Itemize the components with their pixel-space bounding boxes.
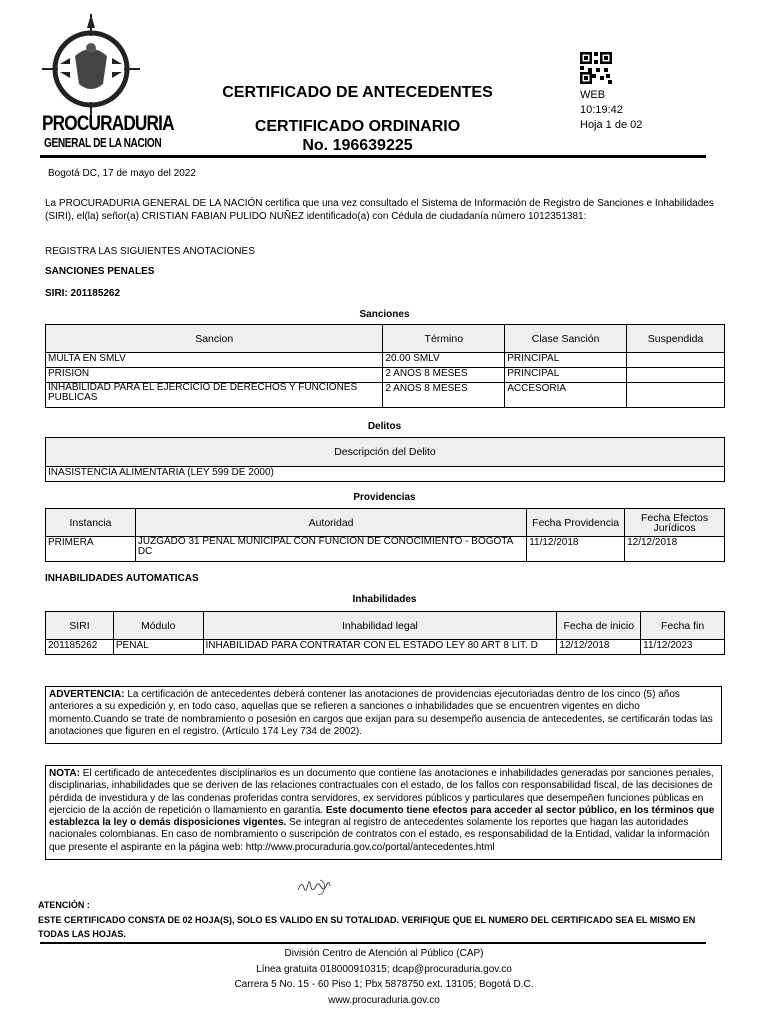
cell-termino: 20.00 SMLV [383,353,505,368]
delitos-table [45,437,725,482]
footer-phone-email: Línea gratuita 018000910315; dcap@procuraduria.gov.co [256,963,512,975]
table-row [46,368,725,383]
cell-suspendida [627,353,725,368]
col-termino: Término [383,325,505,353]
certificate-type: CERTIFICADO ORDINARIO [254,118,461,135]
cell-fecha-efectos: 12/12/2018 [625,537,725,562]
cell-suspendida [627,383,725,408]
nota-text-2: Se integran al registro de antecedentes solamente los reportes que hagan las autoridades nacionales colombianas. En caso de nombramiento o suscripción de contratos con el estado, es responsabilidad de la Entidad, validar la información que presente el aspirante en la página web: http://www.procuraduria.gov.co/portal/antecedentes.html [49,817,710,853]
cell-clase: PRINCIPAL [505,353,627,368]
col-inhabilidad-legal: Inhabilidad legal [203,612,557,640]
providencias-caption: Providencias [353,492,416,503]
table-row [46,353,725,368]
table-row [46,537,725,562]
advertencia-text: La certificación de antecedentes deberá contener las anotaciones de providencias ejecutoriadas dentro de los cinco (5) años anteriores a su expedición y, en todo caso, aquellas que se refieren a sanciones o inhabilidades que se encuentren vigentes en dicho momento.Cuando se trate de nombramiento o posesión en cargos que exijan para su desempeño ausencia de antecedentes, se certificarán todas las anotaciones que figuren en el registro. (Artículo 174 Ley 734 de 2002). [49,689,713,737]
registra-heading: REGISTRA LAS SIGUIENTES ANOTACIONES [45,246,255,257]
advertencia-label: ADVERTENCIA: [49,689,125,700]
cell-fecha-inicio: 12/12/2018 [557,640,641,655]
table-row [46,467,725,482]
siri-label: SIRI: 201185262 [45,288,121,299]
footer-office: División Centro de Atención al Público (CAP) [284,948,484,959]
atencion-text: ESTE CERTIFICADO CONSTA DE 02 HOJA(S), SOLO ES VALIDO EN SU TOTALIDAD. VERIFIQUE QUE EL NUMERO DEL CERTIFICADO SEA EL MISMO EN TODAS LAS HOJAS. [38,915,696,939]
col-siri: SIRI [46,612,114,640]
col-clase-sancion: Clase Sanción [505,325,627,353]
inhabilidades-automaticas-heading: INHABILIDADES AUTOMATICAS [45,573,199,584]
col-fecha-inicio: Fecha de inicio [557,612,641,640]
col-modulo: Módulo [113,612,203,640]
qr-code-icon [580,52,612,84]
cell-termino: 2 AÑOS 8 MESES [383,368,505,383]
col-fecha-providencia: Fecha Providencia [527,509,625,537]
sanciones-penales-heading: SANCIONES PENALES [45,266,155,277]
cell-suspendida [627,368,725,383]
cell-autoridad: JUZGADO 31 PENAL MUNICIPAL CON FUNCION DE CONOCIMIENTO - BOGOTA DC [135,537,526,562]
nota-box [45,765,722,860]
col-fecha-efectos: Fecha Efectos Jurídicos [625,509,725,537]
cell-instancia: PRIMERA [46,537,136,562]
signature-image [296,876,332,898]
meta-page: Hoja 1 de 02 [580,119,643,131]
delitos-caption: Delitos [367,421,402,432]
issue-date: Bogotá DC, 17 de mayo del 2022 [48,168,196,179]
cell-fecha-providencia: 11/12/2018 [527,537,625,562]
col-instancia: Instancia [46,509,136,537]
logo-subwordmark: GENERAL DE LA NACION [44,135,162,150]
cell-fecha-fin: 11/12/2023 [641,640,725,655]
sanciones-table [45,324,725,408]
table-row [46,640,725,655]
cell-clase: ACCESORIA [505,383,627,408]
certificate-subtitle [160,117,555,155]
col-suspendida: Suspendida [627,325,725,353]
nota-text-1: El certificado de antecedentes disciplinarios es un documento que contiene las anotaciones e inhabilidades generadas por sanciones penales, disciplinarias, inhabilidades que se deriven de las relaciones contractuales con el estado, de los fallos con responsabilidad fiscal, de las decisiones de pérdida de investidura y de las condenas proferidas contra servidores, ex servidores públicos y particulares que desempeñen funciones públicas en ejercicio de la acción de repetición o llamamiento en garantía. [49,768,714,816]
meta-channel: WEB [580,89,606,101]
certificate-number: No. 196639225 [302,137,413,154]
nota-label: NOTA: [49,768,80,779]
footer-website: www.procuraduria.gov.co [328,994,440,1006]
cell-sancion: MULTA EN SMLV [46,353,383,368]
inhabilidades-table [45,611,725,655]
footer-address: Carrera 5 No. 15 - 60 Piso 1; Pbx 5878750 ext. 13105; Bogotá D.C. [234,979,534,990]
header-divider [40,155,706,158]
col-autoridad: Autoridad [135,509,526,537]
col-sancion: Sancion [46,325,383,353]
advertencia-box [45,686,722,744]
meta-time: 10:19:42 [580,104,623,116]
footer-divider [40,942,706,944]
certificate-meta [580,88,642,133]
col-fecha-fin: Fecha fin [641,612,725,640]
cell-inhabilidad: INHABILIDAD PARA CONTRATAR CON EL ESTADO LEY 80 ART 8 LIT. D [203,640,557,655]
inhabilidades-caption: Inhabilidades [352,594,417,605]
footer [0,946,768,1008]
nota-bold-text: Este documento tiene efectos para acceder al sector público, en los términos que establezca la ley o demás disposiciones vigentes. [49,804,715,829]
certificate-title: CERTIFICADO DE ANTECEDENTES [222,84,493,101]
intro-paragraph: La PROCURADURIA GENERAL DE LA NACIÓN certifica que una vez consultado el Sistema de Información de Registro de Sanciones e Inhabilidades (SIRI), el(la) señor(a) CRISTIAN FABIAN PULIDO NUÑEZ identificado(a) con Cédula de ciudadanía número 1012351381: [45,198,714,222]
col-descripcion-delito: Descripción del Delito [46,438,725,467]
cell-modulo: PENAL [113,640,203,655]
atencion-label: ATENCIÓN : [38,900,90,910]
cell-sancion: PRISION [46,368,383,383]
logo-wordmark: PROCURADURIA [42,112,174,135]
sanciones-caption: Sanciones [359,309,410,320]
providencias-table [45,508,725,562]
cell-siri: 201185262 [46,640,114,655]
cell-clase: PRINCIPAL [505,368,627,383]
cell-sancion: INHABILIDAD PARA EL EJERCICIO DE DERECHOS Y FUNCIONES PUBLICAS [46,383,383,408]
cell-delito: INASISTENCIA ALIMENTARIA (LEY 599 DE 2000) [46,467,725,482]
cell-termino: 2 AÑOS 8 MESES [383,383,505,408]
table-row [46,383,725,408]
